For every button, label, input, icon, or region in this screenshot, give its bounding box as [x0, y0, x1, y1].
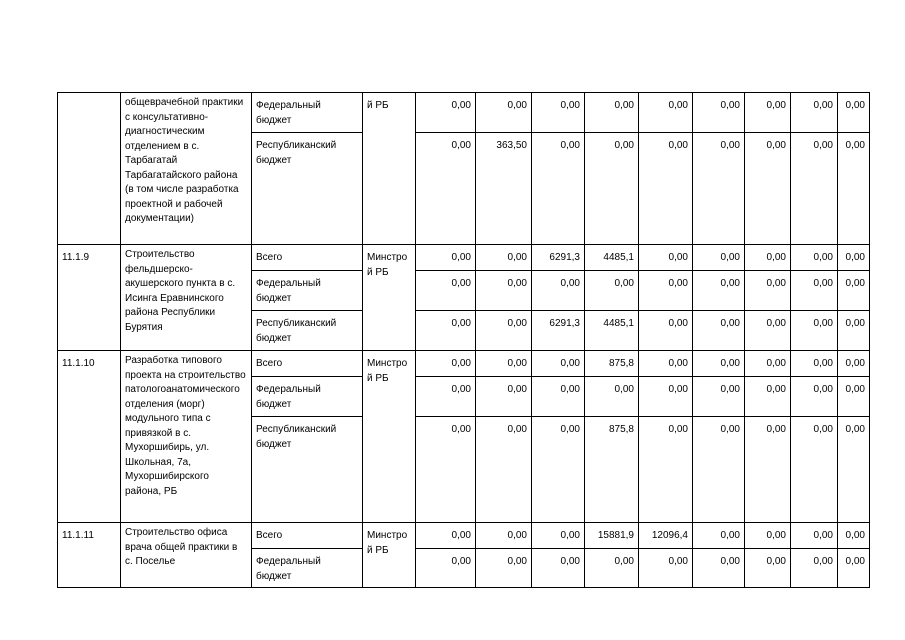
amount-cell: 875,8 — [585, 417, 639, 523]
table-row — [58, 351, 870, 377]
amount-cell: 0,00 — [745, 245, 791, 271]
amount-cell: 0,00 — [532, 377, 585, 417]
funding-source: Республиканский бюджет — [252, 311, 363, 351]
table-row — [58, 523, 870, 549]
amount-cell: 0,00 — [476, 245, 532, 271]
amount-cell: 0,00 — [416, 549, 476, 588]
amount-cell: 0,00 — [693, 351, 745, 377]
amount-cell: 0,00 — [476, 271, 532, 311]
table-row — [58, 93, 870, 133]
amount-cell: 0,00 — [416, 351, 476, 377]
amount-cell: 0,00 — [838, 311, 870, 351]
amount-cell: 0,00 — [532, 93, 585, 133]
amount-cell: 0,00 — [791, 377, 838, 417]
amount-cell: 0,00 — [532, 271, 585, 311]
amount-cell: 0,00 — [693, 549, 745, 588]
amount-cell: 6291,3 — [532, 245, 585, 271]
amount-cell: 0,00 — [791, 523, 838, 549]
amount-cell: 0,00 — [745, 271, 791, 311]
amount-cell: 0,00 — [532, 523, 585, 549]
amount-cell: 875,8 — [585, 351, 639, 377]
funding-source: Всего — [252, 245, 363, 271]
amount-cell: 0,00 — [639, 245, 693, 271]
amount-cell: 0,00 — [416, 271, 476, 311]
amount-cell: 0,00 — [585, 549, 639, 588]
funding-source: Республиканский бюджет — [252, 133, 363, 245]
amount-cell: 0,00 — [416, 377, 476, 417]
amount-cell: 0,00 — [791, 93, 838, 133]
amount-cell: 12096,4 — [639, 523, 693, 549]
responsible-executor: Минстрой РБ — [363, 245, 416, 351]
amount-cell: 0,00 — [585, 271, 639, 311]
amount-cell: 0,00 — [639, 311, 693, 351]
amount-cell: 0,00 — [476, 93, 532, 133]
amount-cell: 0,00 — [745, 523, 791, 549]
amount-cell: 0,00 — [745, 549, 791, 588]
amount-cell: 0,00 — [745, 351, 791, 377]
amount-cell: 0,00 — [639, 271, 693, 311]
amount-cell: 0,00 — [585, 93, 639, 133]
amount-cell: 0,00 — [416, 245, 476, 271]
amount-cell: 0,00 — [693, 93, 745, 133]
amount-cell: 6291,3 — [532, 311, 585, 351]
funding-source: Республиканский бюджет — [252, 417, 363, 523]
amount-cell: 0,00 — [745, 377, 791, 417]
item-code — [58, 93, 121, 245]
amount-cell: 0,00 — [476, 549, 532, 588]
responsible-executor: Минстрой РБ — [363, 523, 416, 588]
amount-cell: 0,00 — [838, 377, 870, 417]
amount-cell: 0,00 — [791, 417, 838, 523]
amount-cell: 0,00 — [416, 523, 476, 549]
amount-cell: 0,00 — [476, 523, 532, 549]
amount-cell: 0,00 — [791, 245, 838, 271]
amount-cell: 0,00 — [745, 311, 791, 351]
amount-cell: 0,00 — [693, 311, 745, 351]
amount-cell: 0,00 — [476, 311, 532, 351]
funding-source: Федеральный бюджет — [252, 93, 363, 133]
amount-cell: 0,00 — [416, 417, 476, 523]
amount-cell: 0,00 — [476, 377, 532, 417]
amount-cell: 0,00 — [693, 417, 745, 523]
amount-cell: 0,00 — [639, 417, 693, 523]
item-code: 11.1.10 — [58, 351, 121, 523]
funding-source: Всего — [252, 523, 363, 549]
responsible-executor: й РБ — [363, 93, 416, 245]
item-name: Разработка типового проекта на строительство патологоанатомического отделения (морг) модульного типа с привязкой в с. Мухоршибирь, ул. Школьная, 7а, Мухоршибирского района, РБ — [121, 351, 252, 523]
amount-cell: 0,00 — [532, 549, 585, 588]
item-code: 11.1.9 — [58, 245, 121, 351]
amount-cell: 0,00 — [791, 311, 838, 351]
amount-cell: 0,00 — [693, 377, 745, 417]
funding-source: Федеральный бюджет — [252, 549, 363, 588]
amount-cell: 0,00 — [476, 351, 532, 377]
amount-cell: 0,00 — [585, 377, 639, 417]
amount-cell: 0,00 — [639, 549, 693, 588]
amount-cell: 0,00 — [639, 351, 693, 377]
amount-cell: 0,00 — [791, 351, 838, 377]
amount-cell: 0,00 — [639, 133, 693, 245]
amount-cell: 0,00 — [416, 311, 476, 351]
amount-cell: 0,00 — [693, 245, 745, 271]
amount-cell: 0,00 — [693, 271, 745, 311]
amount-cell: 0,00 — [838, 417, 870, 523]
amount-cell: 0,00 — [791, 271, 838, 311]
amount-cell: 0,00 — [639, 377, 693, 417]
amount-cell: 0,00 — [838, 93, 870, 133]
amount-cell: 0,00 — [639, 93, 693, 133]
budget-table — [57, 92, 870, 588]
amount-cell: 0,00 — [791, 133, 838, 245]
amount-cell: 0,00 — [745, 93, 791, 133]
amount-cell: 0,00 — [838, 271, 870, 311]
amount-cell: 0,00 — [838, 351, 870, 377]
amount-cell: 0,00 — [416, 93, 476, 133]
amount-cell: 363,50 — [476, 133, 532, 245]
amount-cell: 4485,1 — [585, 311, 639, 351]
amount-cell: 0,00 — [585, 133, 639, 245]
amount-cell: 0,00 — [838, 245, 870, 271]
item-name: Строительство офиса врача общей практики в с. Поселье — [121, 523, 252, 588]
table-row — [58, 245, 870, 271]
amount-cell: 15881,9 — [585, 523, 639, 549]
responsible-executor: Минстрой РБ — [363, 351, 416, 523]
amount-cell: 0,00 — [838, 549, 870, 588]
amount-cell: 0,00 — [838, 523, 870, 549]
item-code: 11.1.11 — [58, 523, 121, 588]
amount-cell: 4485,1 — [585, 245, 639, 271]
item-name: общеврачебной практики с консультативно-диагностическим отделением в с. Тарбагатай Тарбагатайского района (в том числе разработка проектной и рабочей документации) — [121, 93, 252, 245]
funding-source: Федеральный бюджет — [252, 377, 363, 417]
amount-cell: 0,00 — [532, 351, 585, 377]
amount-cell: 0,00 — [693, 523, 745, 549]
amount-cell: 0,00 — [745, 417, 791, 523]
amount-cell: 0,00 — [693, 133, 745, 245]
item-name: Строительство фельдшерско-акушерского пункта в с. Исинга Еравнинского района Республики Бурятия — [121, 245, 252, 351]
amount-cell: 0,00 — [838, 133, 870, 245]
amount-cell: 0,00 — [745, 133, 791, 245]
funding-source: Всего — [252, 351, 363, 377]
amount-cell: 0,00 — [416, 133, 476, 245]
amount-cell: 0,00 — [476, 417, 532, 523]
amount-cell: 0,00 — [791, 549, 838, 588]
amount-cell: 0,00 — [532, 133, 585, 245]
funding-source: Федеральный бюджет — [252, 271, 363, 311]
amount-cell: 0,00 — [532, 417, 585, 523]
